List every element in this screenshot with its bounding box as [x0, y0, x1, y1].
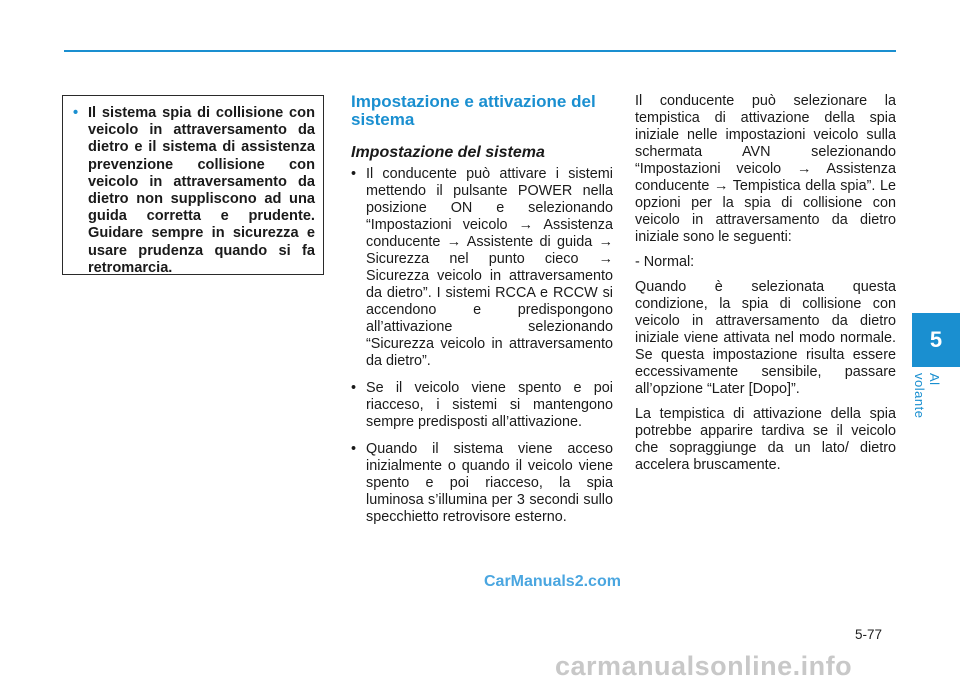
warning-item	[73, 105, 315, 277]
watermark: CarManuals2.com	[484, 573, 621, 590]
warning-box	[62, 95, 324, 275]
warning-text: Il sistema spia di collisione con veicolo in attraversamento da dietro e il sistema di assistenza prevenzione collisione con veicolo in attraversamento da dietro non suppliscono ad una guida corretta e prudente. Guidare sempre in sicurezza e usare prudenza quando si fa retromarcia.	[88, 105, 315, 276]
list-item-text: Se il veicolo viene spento e poi riacceso, i sistemi si mantengono sempre predisposti all’attivazione.	[366, 380, 613, 430]
paragraph-late: La tempistica di attivazione della spia potrebbe apparire tardiva se il veicolo che sopraggiunge da un lato/ dietro accelera bruscamente.	[635, 406, 896, 473]
list-item	[351, 380, 613, 431]
list-item	[351, 166, 613, 370]
settings-list	[351, 166, 613, 526]
bullet: •	[351, 380, 357, 396]
page-number: 5-77	[855, 627, 883, 642]
header-rule	[64, 50, 896, 52]
list-item-text: Il conducente può attivare i sistemi mettendo il pulsante POWER nella posizione ON e selezionando “Impostazioni veicolo → Assistenza conducente → Assistente di guida → Sicurezza nel punto cieco → Sicurezza veicolo in attraversamento da dietro”. I sistemi RCCA e RCCW si accendono e predispongono all’attivazione selezionando “Sicurezza veicolo in attraversamento da dietro”.	[366, 166, 613, 369]
paragraph-timing-intro: Il conducente può selezionare la tempistica di attivazione della spia iniziale nelle impostazioni veicolo sulla schermata AVN selezionando “Impostazioni veicolo → Assistenza conducente → Tempistica della spia”. Le opzioni per la spia di collisione con veicolo in attraversamento da dietro iniziale sono le seguenti:	[635, 93, 896, 245]
bullet: •	[73, 105, 79, 121]
right-column	[635, 93, 896, 482]
bullet: •	[351, 166, 357, 182]
section-subtitle: Impostazione del sistema	[351, 144, 545, 161]
option-label: - Normal:	[635, 254, 695, 270]
paragraph-normal: Quando è selezionata questa condizione, la spia di collisione con veicolo in attraversamento da dietro iniziale viene attivata nel modo normale. Se questa impostazione risulta essere eccessivamente sensibile, passare all’opzione “Later [Dopo]”.	[635, 279, 896, 397]
chapter-tab: 5	[912, 313, 960, 367]
chapter-label: Al volante	[912, 373, 942, 419]
bullet: •	[351, 441, 357, 457]
section-title: Impostazione e attivazione del sistema	[351, 92, 596, 129]
list-item-text: Quando il sistema viene acceso inizialmente o quando il veicolo viene spento e poi riacceso, la spia luminosa s’illumina per 3 secondi sullo specchietto retrovisore esterno.	[366, 441, 613, 525]
footer-watermark: carmanualsonline.info	[555, 651, 853, 681]
middle-column	[351, 93, 613, 536]
list-item	[351, 441, 613, 526]
